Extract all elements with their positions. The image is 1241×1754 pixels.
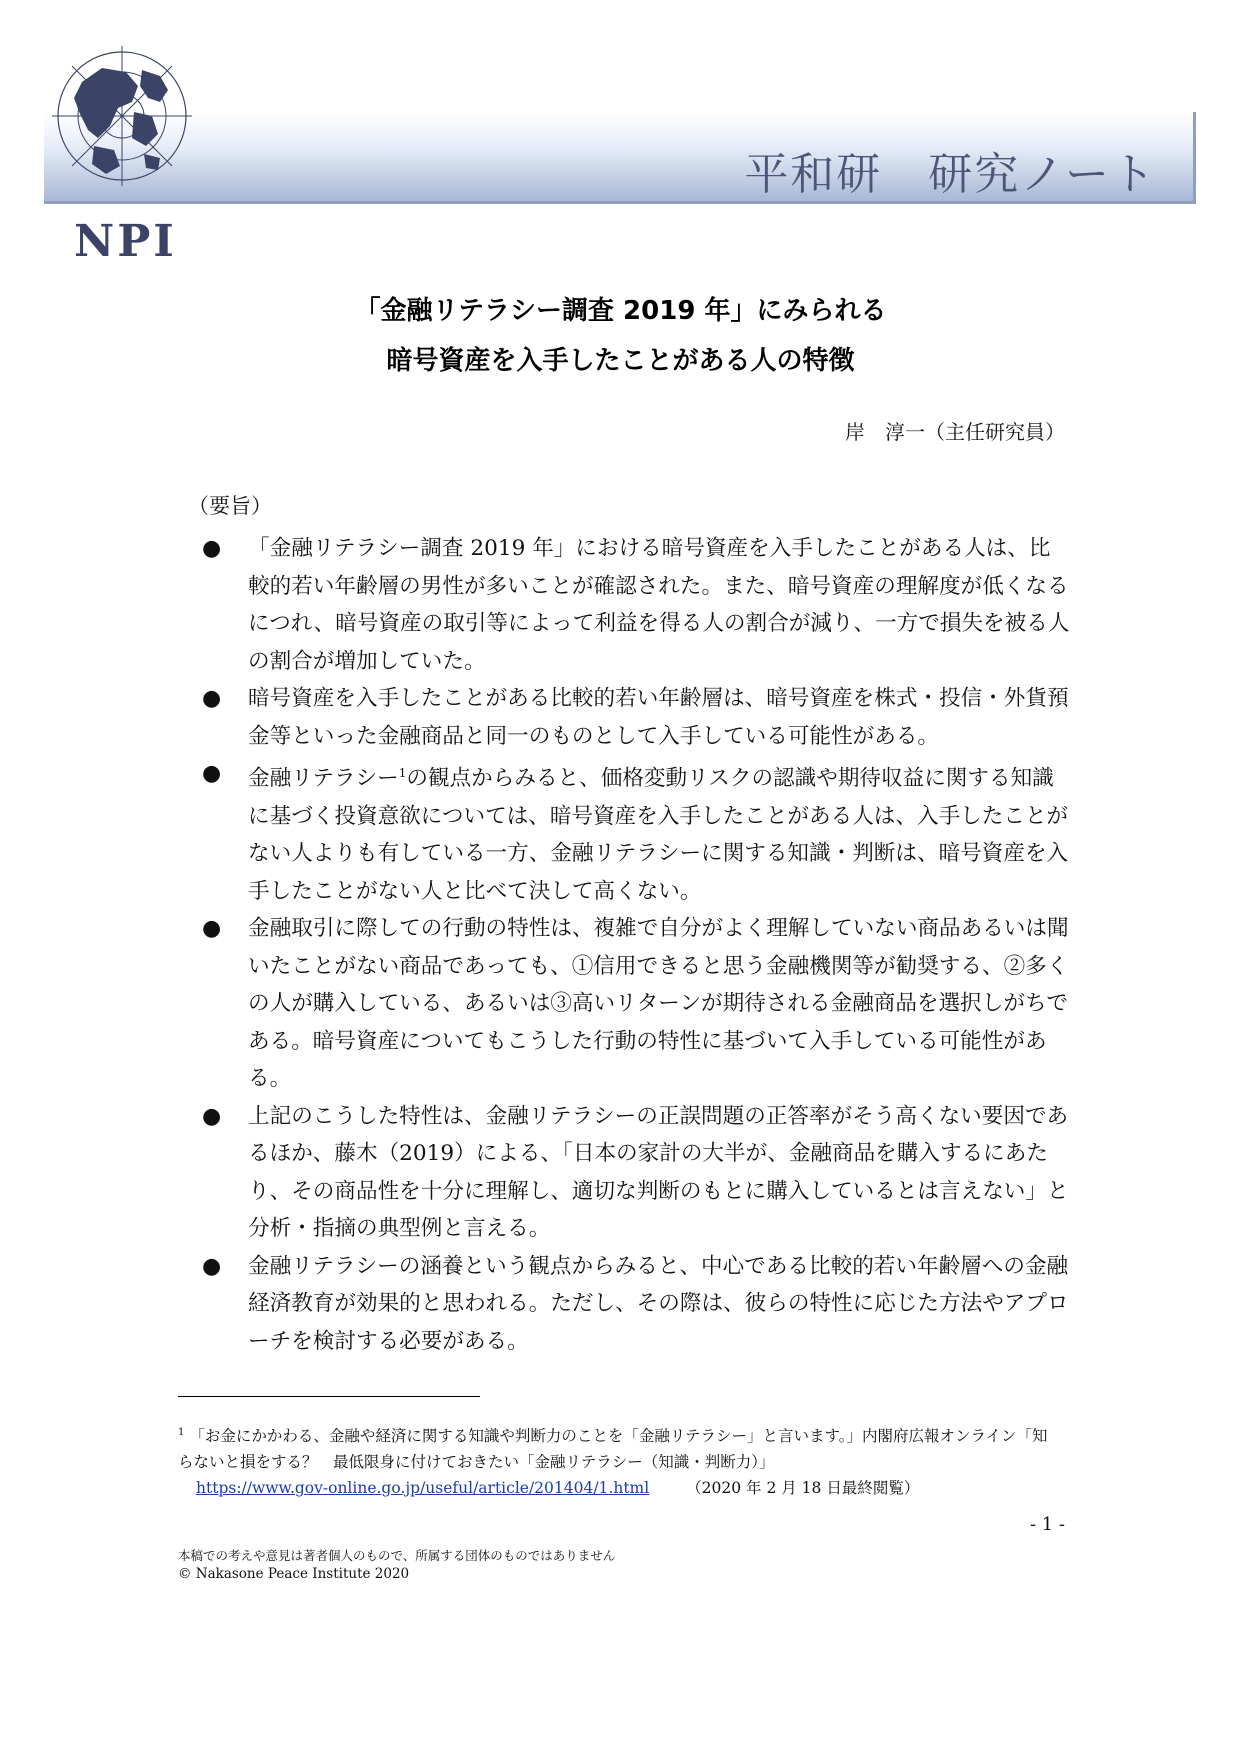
page-number: - 1 -: [1029, 1514, 1065, 1535]
summary-label: （要旨）: [188, 494, 272, 518]
footnote: [178, 1420, 1060, 1501]
bullet-dot-icon: ●: [202, 686, 222, 711]
bullet-dot-icon: ●: [202, 536, 222, 561]
copyright: © Nakasone Peace Institute 2020: [178, 1566, 410, 1582]
bullet-dot-icon: ●: [202, 916, 222, 942]
header-band: [44, 112, 1196, 204]
bullet-text: 「金融リテラシー調査 2019 年」における暗号資産を入手したことがある人は、比較的若い年齢層の男性が多いことが確認された。また、暗号資産の理解度が低くなるにつれ、暗号資産の取引等によって利益を得る人の割合が減り、一方で損失を被る人の割合が増加していた。: [248, 536, 1070, 674]
header-title: 平和研 研究ノート: [744, 149, 1157, 200]
bullet-text: 金融取引に際しての行動の特性は、複雑で自分がよく理解していない商品あるいは聞いたことがない商品であっても、①信用できると思う金融機関等が勧奨する、②多くの人が購入している、あるいは③高いリターンが期待される金融商品を選択しがちである。暗号資産についてもこうした行動の特性に基づいて入手している可能性がある。: [248, 916, 1069, 1092]
footnote-reference[interactable]: 1: [398, 766, 407, 780]
bullet-text: 暗号資産を入手したことがある比較的若い年齢層は、暗号資産を株式・投信・外貨預金等といった金融商品と同一のものとして入手している可能性がある。: [248, 686, 1069, 749]
bullet-dot-icon: ●: [202, 1253, 222, 1279]
footnote-link[interactable]: https://www.gov-online.go.jp/useful/article/201404/1.html: [196, 1479, 650, 1498]
summary-bullet-list: [198, 530, 1070, 1360]
bullet-text-continued: の観点からみると、価格変動リスクの認識や期待収益に関する知識に基づく投資意欲については、暗号資産を入手したことがある人は、入手したことがない人よりも有している一方、金融リテラシーに関する知識・判断は、暗号資産を入手したことがない人と比べて決して高くない。: [248, 766, 1069, 904]
disclaimer: 本稿での考えや意見は著者個人のもので、所属する団体のものではありません: [178, 1548, 616, 1563]
bullet-text: 金融リテラシー: [248, 766, 399, 792]
globe-logo-icon: [48, 42, 196, 190]
bullet-text: 上記のこうした特性は、金融リテラシーの正誤問題の正答率がそう高くない要因であるほか、藤木（2019）による、「日本の家計の大半が、金融商品を購入するにあたり、その商品性を十分に理解し、適切な判断のもとに購入しているとは言えない」と分析・指摘の典型例と言える。: [248, 1103, 1069, 1242]
summary-bullet: [198, 755, 1070, 910]
bullet-dot-icon: ●: [202, 761, 222, 786]
author-line: 岸 淳一（主任研究員）: [845, 420, 1065, 444]
npi-logo-text: NPI: [74, 216, 177, 267]
footnote-text: 「お金にかかわる、金融や経済に関する知識や判断力のことを「金融リテラシー」と言います。」内閣府広報オンライン「知らないと損をする？ 最低限身に付けておきたい「金融リテラシー（知識・判断力）」: [178, 1427, 1048, 1472]
summary-bullet: [198, 1098, 1070, 1248]
footnote-access-date: （2020 年 2 月 18 日最終閲覧）: [686, 1479, 920, 1498]
summary-bullet: [198, 910, 1070, 1098]
footnote-marker: 1: [178, 1427, 185, 1438]
document-title-line-1: 「金融リテラシー調査 2019 年」にみられる: [354, 296, 887, 326]
bullet-text: 金融リテラシーの涵養という観点からみると、中心である比較的若い年齢層への金融経済教育が効果的と思われる。ただし、その際は、彼らの特性に応じた方法やアプローチを検討する必要がある。: [248, 1253, 1069, 1354]
footnote-divider: [178, 1396, 480, 1397]
summary-bullet: [198, 1248, 1070, 1361]
summary-bullet: [198, 530, 1070, 680]
bullet-dot-icon: ●: [202, 1103, 222, 1129]
document-title-line-2: 暗号資産を入手したことがある人の特徴: [386, 346, 855, 376]
summary-bullet: [198, 680, 1070, 755]
